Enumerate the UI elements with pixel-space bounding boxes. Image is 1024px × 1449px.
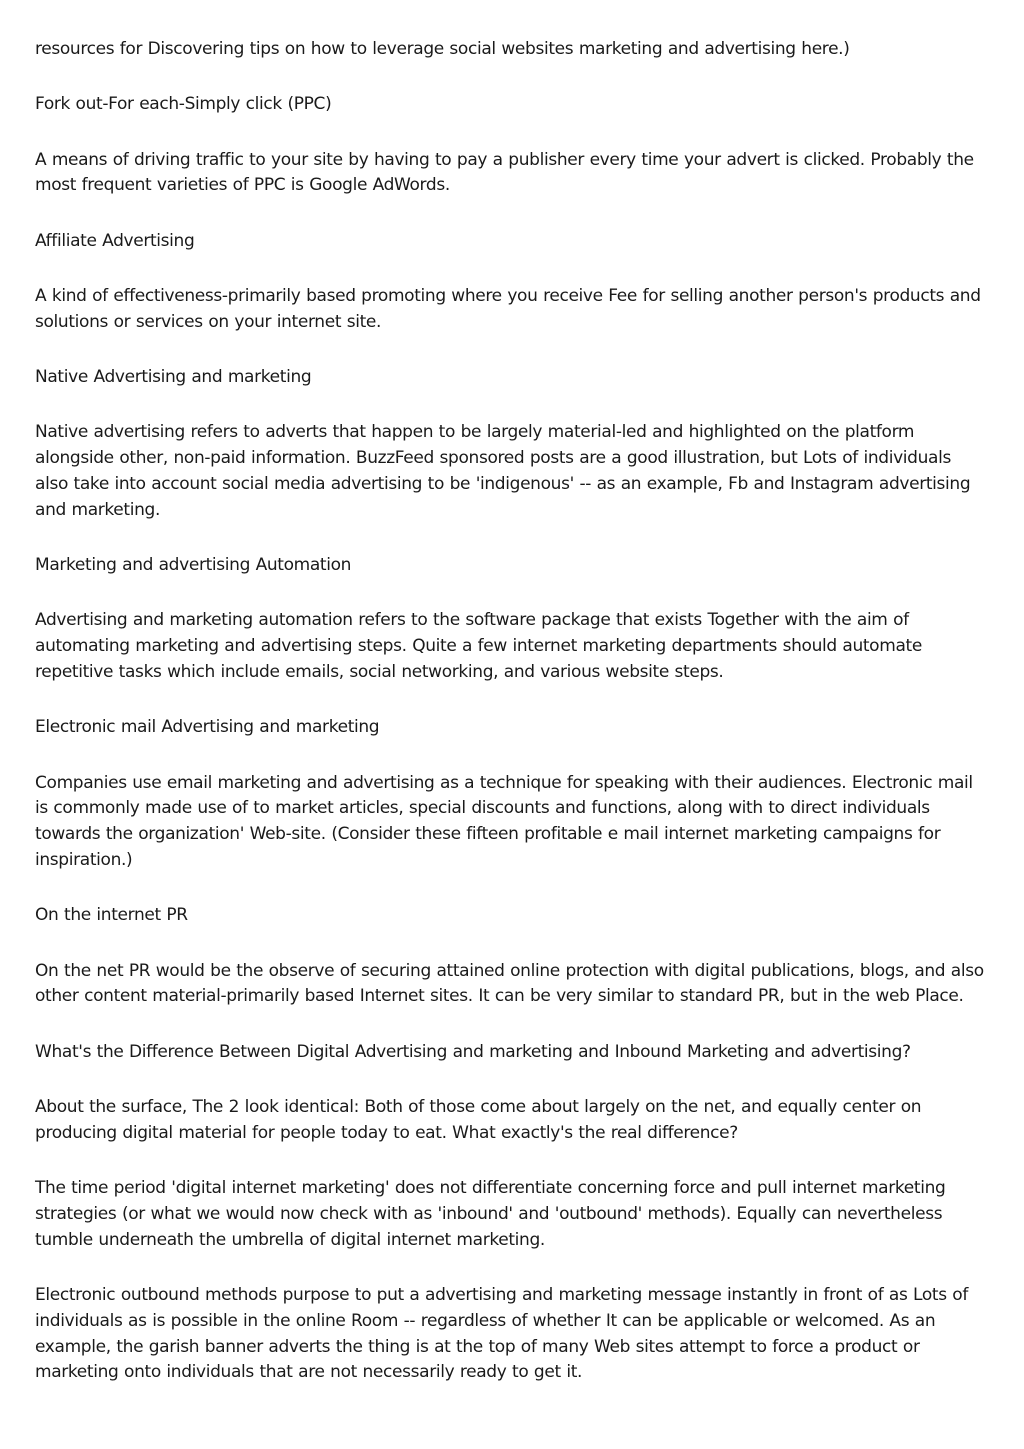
heading-native-advertising: Native Advertising and marketing: [35, 367, 312, 388]
heading-marketing-automation: Marketing and advertising Automation: [35, 555, 352, 576]
heading-ppc: Fork out-For each-Simply click (PPC): [35, 94, 332, 115]
paragraph-native-advertising: Native advertising refers to adverts that happen to be largely material-led and highlighted on the platform alongside other, non-paid information. BuzzFeed sponsored posts are a good illustration, but Lots of individuals also take into account social media advertising to be 'indigenous' -- as an example, Fb and Instagram advertising and marketing.: [35, 422, 971, 520]
heading-email-marketing: Electronic mail Advertising and marketing: [35, 717, 380, 738]
paragraph-affiliate-advertising: A kind of effectiveness-primarily based promoting where you receive Fee for selling another person's products and solutions or services on your internet site.: [35, 285, 981, 332]
paragraph-outbound-methods: Electronic outbound methods purpose to put a advertising and marketing message instantly in front of as Lots of individuals as is possible in the online Room -- regardless of whether It can be applicable or welcomed. As an example, the garish banner adverts the thing is at the top of many Web sites attempt to force a product or marketing onto individuals that are not necessarily ready to get it.: [35, 1284, 968, 1383]
document-body: [35, 37, 985, 1416]
paragraph-surface-comparison: About the surface, The 2 look identical: Both of those come about largely on the net, and equally center on producing digital material for people today to eat. What exactly's the real difference?: [35, 1096, 922, 1143]
paragraph-marketing-automation: Advertising and marketing automation refers to the software package that exists Together with the aim of automating marketing and advertising steps. Quite a few internet marketing departments should automate repetitive tasks which include emails, social networking, and various website steps.: [35, 610, 922, 682]
paragraph-ppc: A means of driving traffic to your site by having to pay a publisher every time your advert is clicked. Probably the most frequent varieties of PPC is Google AdWords.: [35, 149, 974, 196]
heading-digital-vs-inbound: What's the Difference Between Digital Advertising and marketing and Inbound Marketing and advertising?: [35, 1041, 911, 1062]
paragraph-online-pr: On the net PR would be the observe of securing attained online protection with digital publications, blogs, and also other content material-primarily based Internet sites. It can be very similar to standard PR, but in the web Place.: [35, 960, 984, 1007]
paragraph-push-pull-strategies: The time period 'digital internet marketing' does not differentiate concerning force and pull internet marketing strategies (or what we would now check with as 'inbound' and 'outbound' methods). Equally can nevertheless tumble underneath the umbrella of digital internet marketing.: [35, 1178, 946, 1250]
paragraph-social-media-resources: resources for Discovering tips on how to leverage social websites marketing and advertising here.): [35, 39, 850, 59]
paragraph-email-marketing: Companies use email marketing and advertising as a technique for speaking with their audiences. Electronic mail is commonly made use of to market articles, special discounts and functions, along with to direct individuals towards the organization' Web-site. (Consider these fifteen profitable e mail internet marketing campaigns for inspiration.): [35, 772, 973, 870]
heading-online-pr: On the internet PR: [35, 905, 188, 926]
heading-affiliate-advertising: Affiliate Advertising: [35, 230, 195, 251]
